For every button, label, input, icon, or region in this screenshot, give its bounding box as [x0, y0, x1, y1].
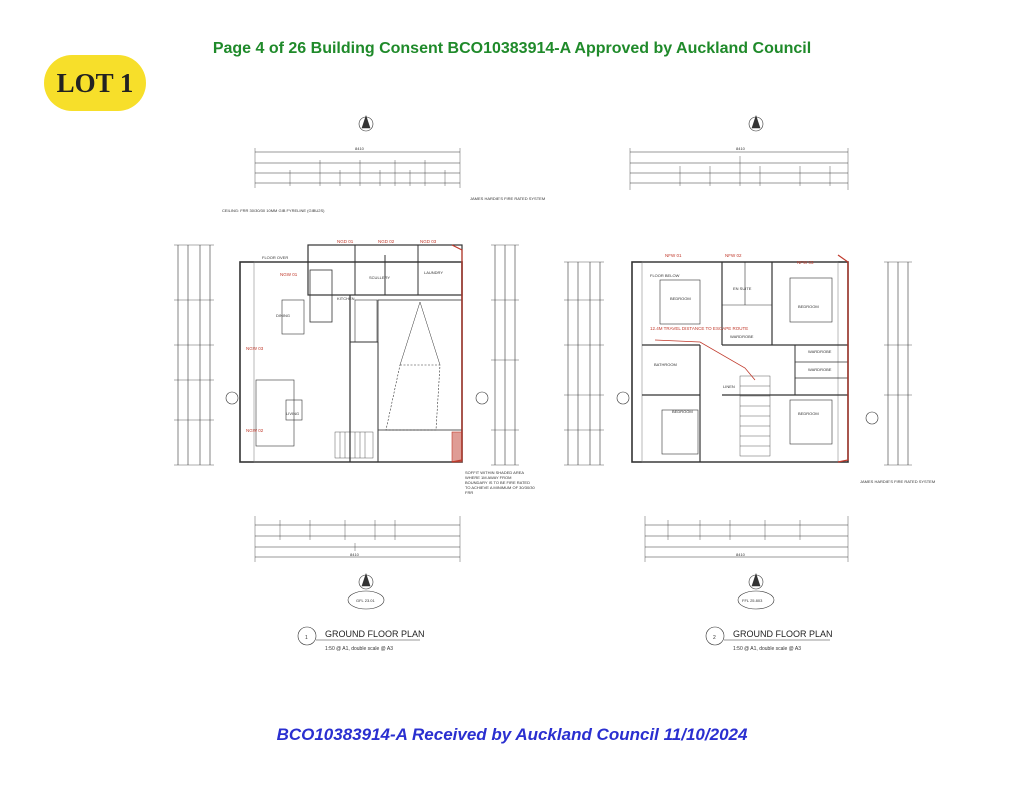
- level-tag: GFL 23.01: [356, 598, 375, 603]
- room-label: SCULLERY: [369, 275, 391, 280]
- north-arrow-icon: [749, 116, 763, 131]
- dim-overall-width: 8410: [355, 146, 364, 151]
- door-tag: NGD 02: [378, 239, 395, 244]
- received-stamp: BCO10383914-A Received by Auckland Council 11/10/2024: [276, 725, 748, 744]
- dim-overall-width-bottom: 8410: [350, 552, 359, 557]
- room-label: BEDROOM: [798, 304, 819, 309]
- level-tag: FFL 25.803: [742, 598, 763, 603]
- plan-scale: 1:50 @ A1, double scale @ A3: [733, 646, 801, 652]
- fire-system-note: JAMES HARDIE'S FIRE RATED SYSTEM: [470, 196, 546, 201]
- north-arrow-icon: [359, 116, 373, 131]
- room-label: DINING: [276, 313, 290, 318]
- room-label: BEDROOM: [670, 296, 691, 301]
- room-label: BATHROOM: [654, 362, 677, 367]
- plan-number: 1: [305, 635, 308, 641]
- north-arrow-icon: [348, 574, 384, 609]
- room-label: WARDROBE: [808, 367, 832, 372]
- window-tag: NFW 02: [725, 253, 742, 258]
- plan-number: 2: [713, 635, 716, 641]
- room-label: FLOOR OVER: [262, 255, 289, 260]
- lot-badge: LOT 1: [44, 55, 146, 111]
- plan-title: GROUND FLOOR PLAN: [733, 629, 833, 639]
- window-tag: NFW 03: [797, 260, 814, 265]
- room-label: WARDROBE: [730, 334, 754, 339]
- room-label: WARDROBE: [808, 349, 832, 354]
- room-label: LIVING: [286, 411, 300, 416]
- plan-title: GROUND FLOOR PLAN: [325, 629, 425, 639]
- room-label: FLOOR BELOW: [650, 273, 680, 278]
- soffit-note: SOFFIT WITHIN SHADED AREA WHERE 1M AWAY FROM BOUNDARY IS TO BE FIRE RATED TO ACHIEVE A MINIMUM OF 30/30/30 FRR: [465, 470, 535, 495]
- approval-stamp: Page 4 of 26 Building Consent BCO10383914-A Approved by Auckland Council: [212, 40, 812, 57]
- room-label: LAUNDRY: [424, 270, 444, 275]
- window-tag: NFW 01: [665, 253, 682, 258]
- door-tag: NGD 01: [337, 239, 354, 244]
- north-arrow-icon: [738, 574, 774, 609]
- room-label: LINEN: [723, 384, 735, 389]
- dim-overall-width-bottom: 8410: [736, 552, 745, 557]
- window-tag: NGW 03: [246, 346, 264, 351]
- door-tag: NGD 03: [420, 239, 437, 244]
- fire-system-note: JAMES HARDIE'S FIRE RATED SYSTEM: [860, 479, 936, 484]
- room-label: KITCHEN: [337, 296, 355, 301]
- ceiling-note: CEILING: FRR 30/30/30 10MM GIB FYRELINE (GIBU2S): [222, 208, 325, 213]
- room-label: BEDROOM: [798, 411, 819, 416]
- plan-scale: 1:50 @ A1, double scale @ A3: [325, 646, 393, 652]
- travel-distance-note: 12.4M TRAVEL DISTANCE TO ESCAPE ROUTE: [650, 326, 749, 331]
- room-label: EN SUITE: [733, 286, 752, 291]
- window-tag: NGW 01: [280, 272, 298, 277]
- room-label: BEDROOM: [672, 409, 693, 414]
- dim-overall-width: 8410: [736, 146, 745, 151]
- window-tag: NGW 02: [246, 428, 264, 433]
